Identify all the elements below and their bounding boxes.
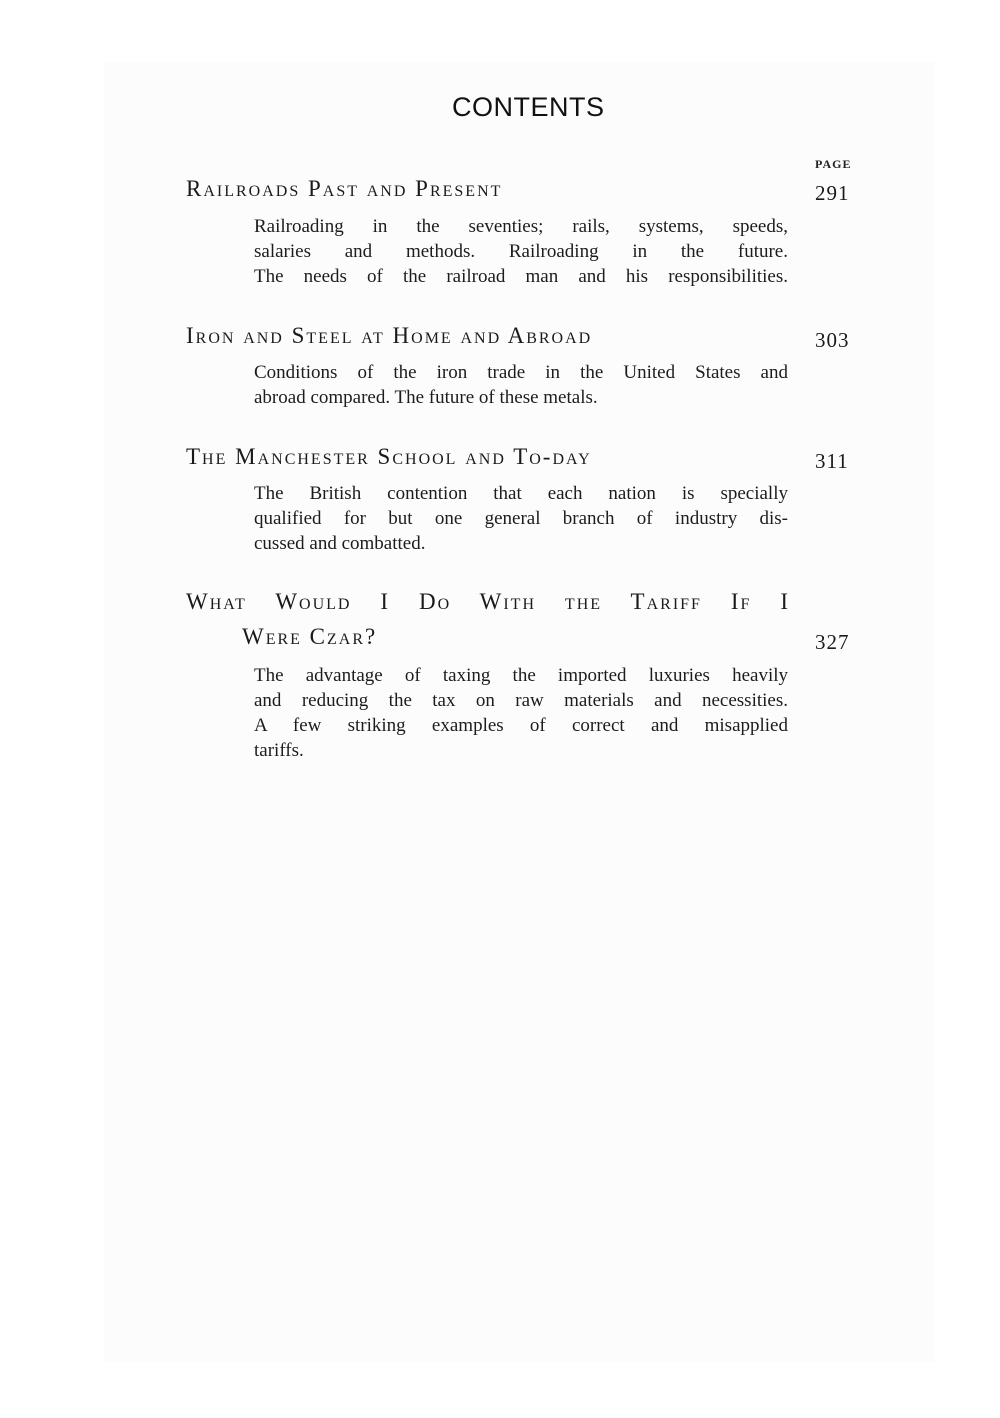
description-line: Railroading in the seventies; rails, systems, speeds, bbox=[254, 216, 788, 237]
entry-heading: Iron and Steel at Home and Abroad bbox=[186, 323, 593, 348]
description-line: Conditions of the iron trade in the United States and bbox=[254, 362, 788, 383]
entry-description bbox=[254, 214, 788, 289]
page-title: CONTENTS bbox=[452, 92, 605, 122]
entry-description bbox=[254, 360, 788, 410]
entry-description bbox=[254, 481, 788, 556]
entry-description bbox=[254, 663, 788, 763]
entry-page-number: 311 bbox=[815, 449, 849, 473]
description-line: tariffs. bbox=[254, 740, 304, 761]
description-line: and reducing the tax on raw materials and necessities. bbox=[254, 690, 788, 711]
description-line: qualified for but one general branch of industry dis- bbox=[254, 508, 788, 529]
entry-heading-continued: Were Czar? bbox=[242, 624, 378, 649]
page-column-label: PAGE bbox=[815, 157, 852, 171]
description-line: The advantage of taxing the imported luxuries heavily bbox=[254, 665, 788, 686]
description-line: A few striking examples of correct and misapplied bbox=[254, 715, 788, 736]
description-line: The British contention that each nation is specially bbox=[254, 483, 788, 504]
entry-page-number: 291 bbox=[815, 181, 850, 205]
description-line: The needs of the railroad man and his responsibilities. bbox=[254, 266, 788, 287]
description-line: cussed and combatted. bbox=[254, 533, 426, 554]
entry-page-number: 327 bbox=[815, 630, 850, 654]
description-line: salaries and methods. Railroading in the future. bbox=[254, 241, 788, 262]
description-line: abroad compared. The future of these metals. bbox=[254, 387, 598, 408]
entry-heading: What Would I Do With the Tariff If I bbox=[186, 589, 790, 614]
entry-heading: The Manchester School and To-day bbox=[186, 444, 592, 469]
entry-heading: Railroads Past and Present bbox=[186, 176, 503, 201]
entry-page-number: 303 bbox=[815, 328, 850, 352]
